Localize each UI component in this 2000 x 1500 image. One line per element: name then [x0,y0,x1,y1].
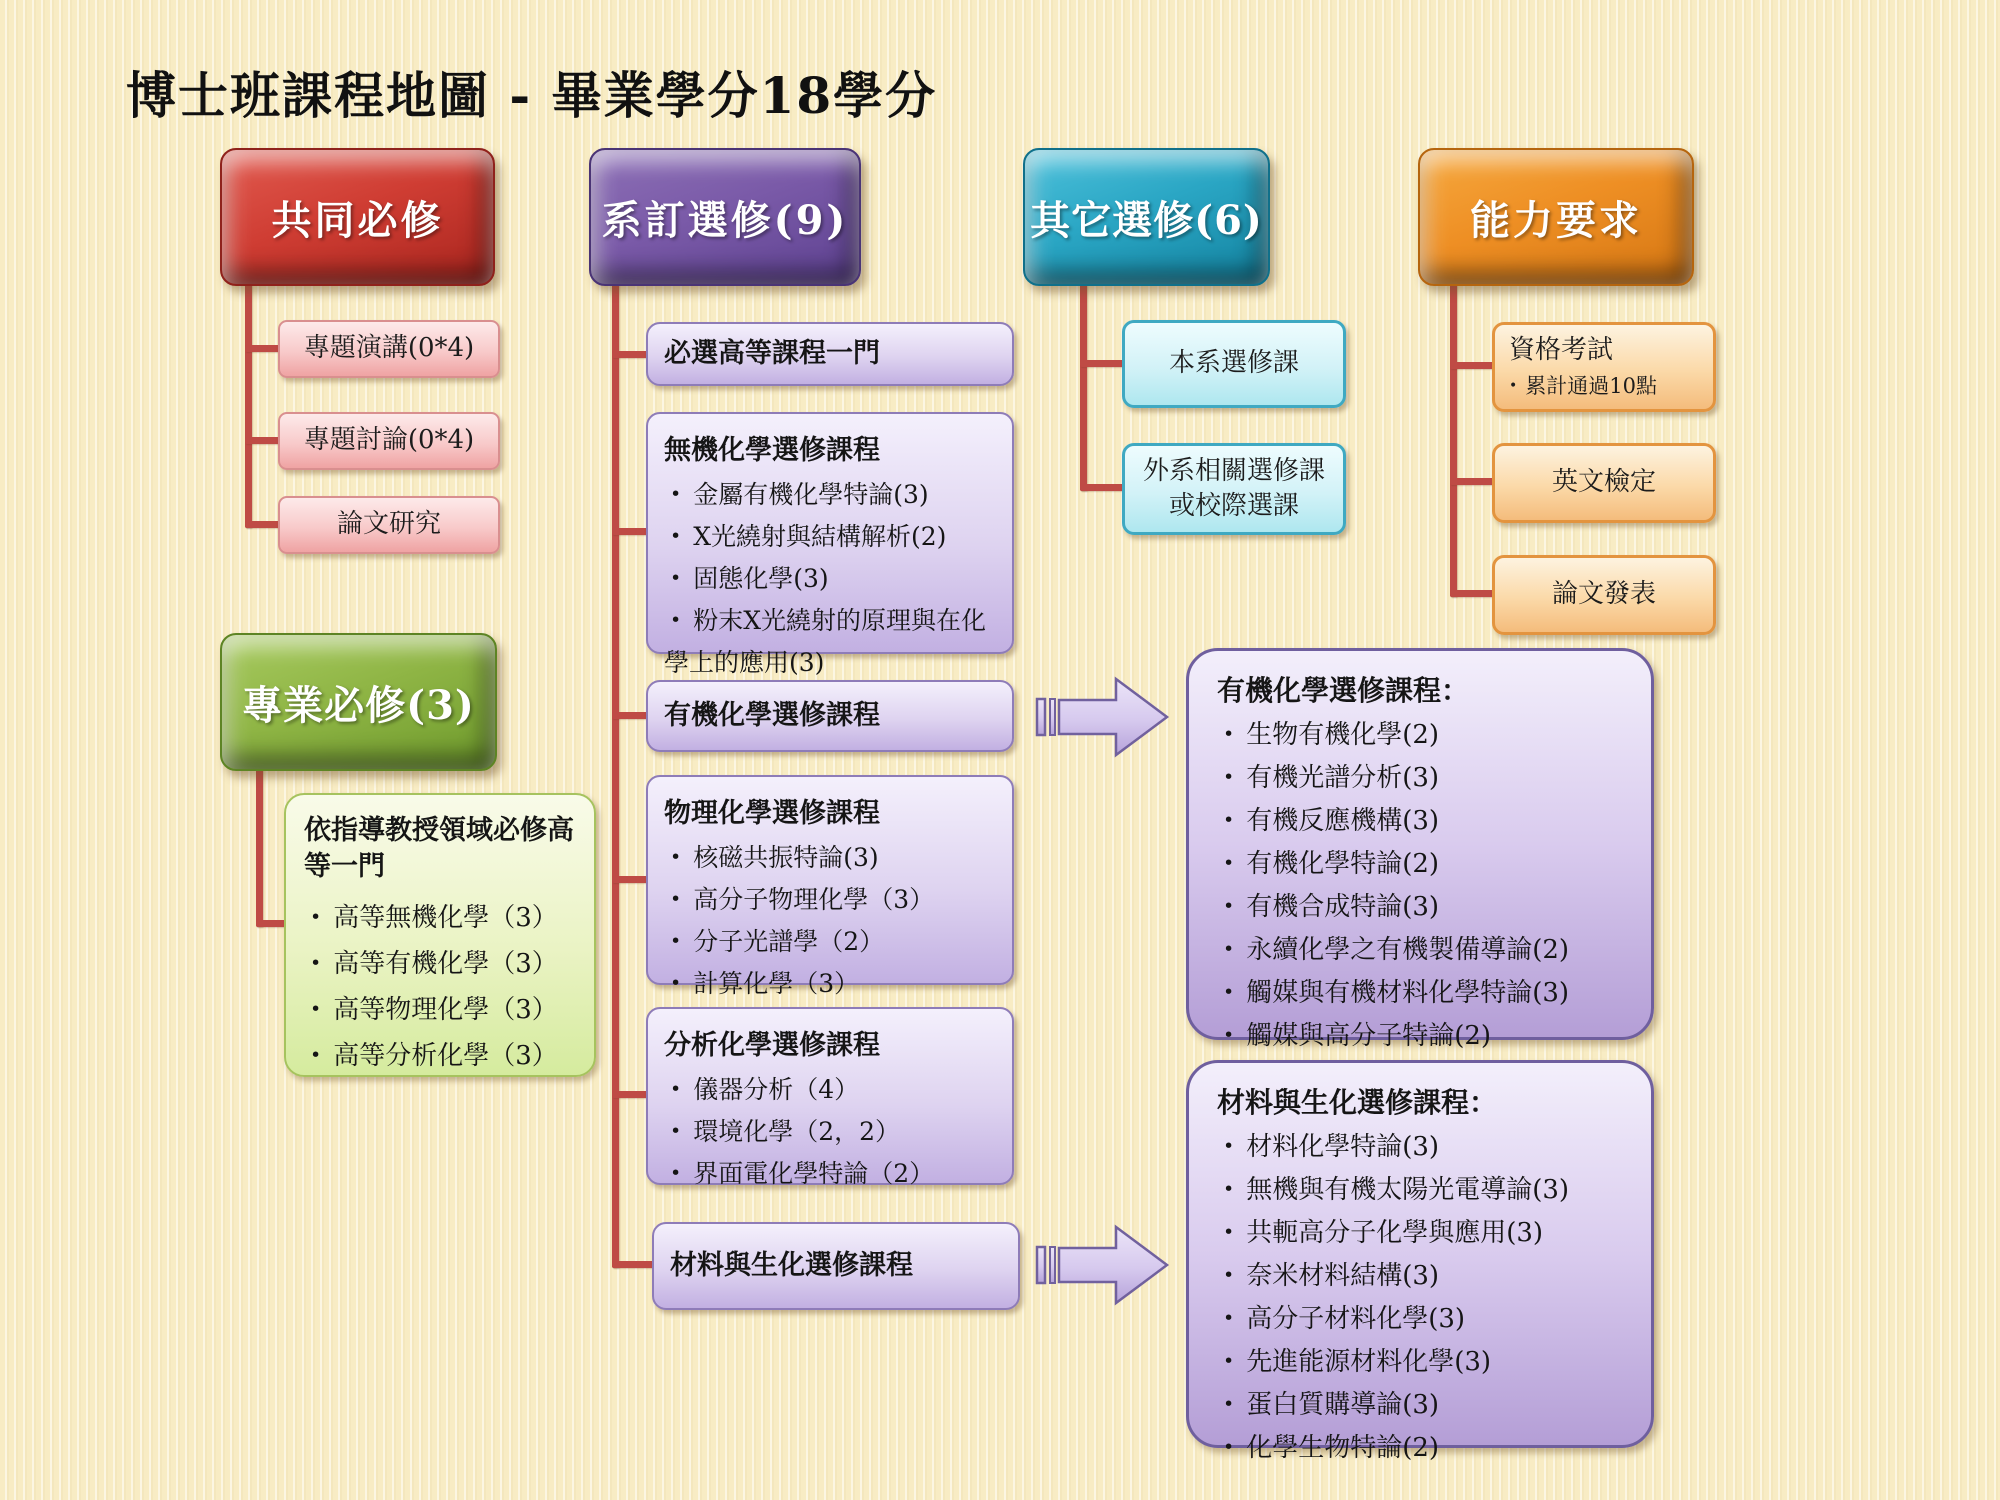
list-item: • 化學生物特論(2) [1217,1428,1623,1471]
materials-detail-course-list [1217,1127,1623,1471]
list-item: • 觸媒與有機材料化學特論(3) [1217,973,1623,1016]
connector-ability-stub-2 [1450,478,1495,485]
other-item-dept-electives [1122,320,1346,408]
connector-common-stub-1 [245,345,281,352]
dept-physical-box [646,775,1014,998]
dept-analytical-course-list [664,1070,996,1196]
list-item: • 固態化學(3) [664,559,996,601]
dept-required-advanced-course-box [646,322,1014,386]
ability-english-test-label: 英文檢定 [1551,467,1656,498]
header-professional-required [220,633,497,771]
dept-organic-link-label: 有機化學選修課程 [664,699,880,731]
connector-professional-vertical [256,766,263,927]
organic-detail-course-list [1217,715,1623,1059]
list-item: • 計算化學（3） [664,964,996,1006]
common-item-seminar-discussion-label: 專題討論(0*4) [303,425,475,456]
connector-ability-stub-1 [1450,362,1495,369]
dept-analytical-box [646,1007,1014,1188]
list-item: • 粉末X光繞射的原理與在化學上的應用(3) [664,601,996,683]
ability-english-test-box [1492,443,1716,523]
ability-thesis-publication-box [1492,555,1716,635]
ability-qualification-exam-note [1509,372,1657,400]
list-item: • 高分子材料化學(3) [1217,1299,1623,1342]
list-item: • 高等物理化學（3） [304,988,576,1034]
header-dept-electives [589,148,861,286]
page-title: 博士班課程地圖 - 畢業學分18學分 [126,66,938,125]
dept-materials-link-label: 材料與生化選修課程 [670,1249,913,1281]
list-item: • 高等分析化學（3） [304,1034,576,1080]
common-item-seminar-lecture [278,320,500,378]
list-item: • 高分子物理化學（3） [664,880,996,922]
list-item: • 界面電化學特論（2） [664,1154,996,1196]
list-item: • 材料化學特論(3) [1217,1127,1623,1170]
connector-common-stub-2 [245,437,281,444]
common-item-thesis-research [278,496,500,554]
dept-inorganic-course-list [664,475,996,683]
professional-required-box-title: 依指導教授領域必修高等一門 [304,815,574,883]
list-item: • 觸媒與高分子特論(2) [1217,1016,1623,1059]
connector-dept-vertical [612,284,619,1268]
bullet-dot: • [1509,378,1518,395]
list-item: • 有機反應機構(3) [1217,801,1623,844]
list-item: • 有機化學特論(2) [1217,844,1623,887]
list-item: • 分子光譜學（2） [664,922,996,964]
materials-detail-title: 材料與生化選修課程： [1217,1086,1498,1119]
header-other-electives [1023,148,1270,286]
list-item: • 金屬有機化學特論(3) [664,475,996,517]
professional-required-course-list [304,896,576,1080]
arrow-materials-detail [1034,1219,1174,1311]
header-common-required-label: 共同必修 [271,196,444,244]
dept-inorganic-box [646,412,1014,677]
other-item-external-electives-label: 外系相關選修課或校際選課 [1142,455,1325,521]
ability-thesis-publication-label: 論文發表 [1551,579,1656,610]
ability-qualification-exam-note-label: 累計通過10點 [1525,374,1657,399]
common-item-seminar-discussion [278,412,500,470]
connector-dept-stub-1 [612,351,650,358]
ability-qualification-exam-box [1492,322,1716,412]
dept-physical-title: 物理化學選修課程 [664,798,880,829]
header-ability-requirements [1418,148,1694,286]
connector-common-stub-3 [245,521,281,528]
header-professional-required-label: 專業必修(3) [242,681,475,729]
other-item-external-electives [1122,443,1346,535]
list-item: • 環境化學（2，2） [664,1112,996,1154]
header-ability-requirements-label: 能力要求 [1470,196,1642,244]
list-item: • 永續化學之有機製備導論(2) [1217,930,1623,973]
list-item: • 高等有機化學（3） [304,942,576,988]
connector-dept-stub-4 [612,876,650,883]
list-item: • 有機光譜分析(3) [1217,758,1623,801]
list-item: • 有機合成特論(3) [1217,887,1623,930]
dept-organic-link-box [646,680,1014,752]
connector-other-stub-1 [1080,360,1125,367]
list-item: • 先進能源材料化學(3) [1217,1342,1623,1385]
connector-other-stub-2 [1080,484,1125,491]
dept-inorganic-title: 無機化學選修課程 [664,435,880,466]
materials-detail-box [1186,1060,1654,1463]
other-item-dept-electives-label: 本系選修課 [1168,348,1299,379]
connector-ability-stub-3 [1450,590,1495,597]
dept-required-advanced-course-label: 必選高等課程一門 [664,337,880,369]
connector-ability-vertical [1450,284,1457,597]
header-other-electives-label: 其它選修(6) [1030,196,1263,244]
list-item: • X光繞射與結構解析(2) [664,517,996,559]
connector-dept-stub-2 [612,528,650,535]
ability-qualification-exam-title: 資格考試 [1509,335,1614,366]
dept-analytical-title: 分析化學選修課程 [664,1030,880,1061]
header-common-required [220,148,495,286]
list-item: • 蛋白質購導論(3) [1217,1385,1623,1428]
list-item: • 儀器分析（4） [664,1070,996,1112]
arrow-organic-detail [1034,671,1174,763]
connector-dept-stub-6 [612,1261,657,1268]
list-item: • 共軛高分子化學與應用(3) [1217,1213,1623,1256]
common-item-seminar-lecture-label: 專題演講(0*4) [303,333,475,364]
list-item: • 高等無機化學（3） [304,896,576,942]
connector-dept-stub-5 [612,1091,650,1098]
connector-dept-stub-3 [612,712,650,719]
organic-detail-box [1186,648,1654,1051]
common-item-thesis-research-label: 論文研究 [336,509,441,540]
connector-common-vertical [245,284,252,528]
list-item: • 奈米材料結構(3) [1217,1256,1623,1299]
header-dept-electives-label: 系訂選修(9) [601,196,849,244]
dept-materials-link-box [652,1222,1020,1310]
list-item: • 核磁共振特論(3) [664,838,996,880]
list-item: • 生物有機化學(2) [1217,715,1623,758]
list-item: • 無機與有機太陽光電導論(3) [1217,1170,1623,1213]
dept-physical-course-list [664,838,996,1006]
organic-detail-title: 有機化學選修課程： [1217,674,1470,707]
connector-other-vertical [1080,284,1087,491]
professional-required-box [284,793,596,1077]
